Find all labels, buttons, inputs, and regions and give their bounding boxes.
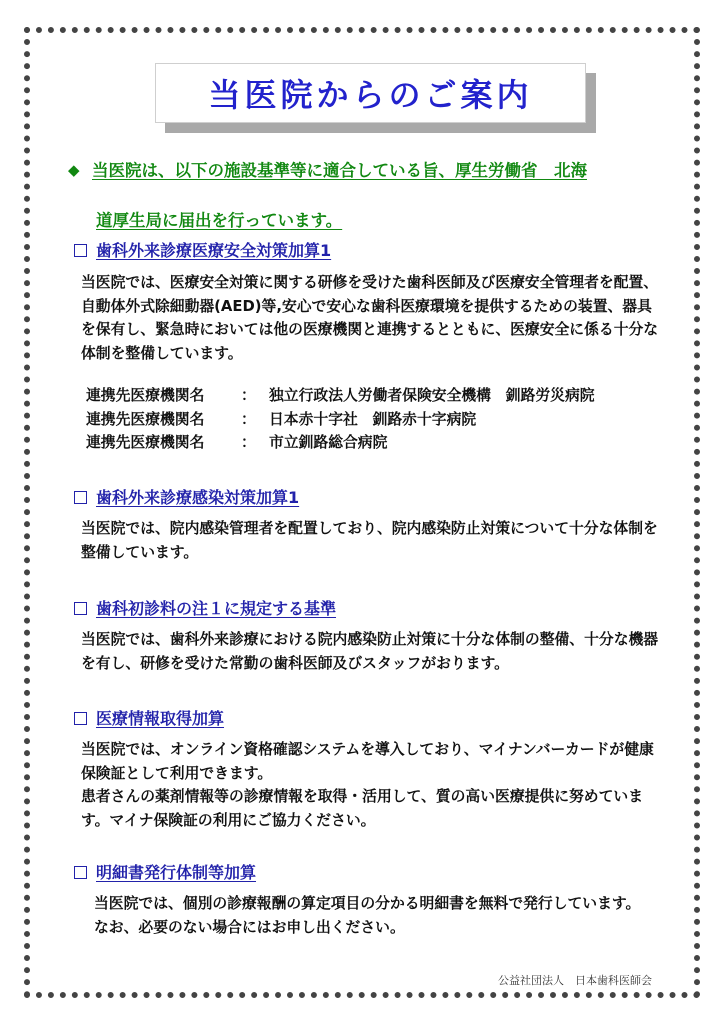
section-heading-safety	[74, 238, 331, 261]
notice-line-1-text: 当医院は、以下の施設基準等に適合している旨、厚生労働省 北海	[92, 161, 587, 180]
section-paragraph: 当医院では、医療安全対策に関する研修を受けた歯科医師及び医療安全管理者を配置、自動体外式除細動器(AED)等,安心で安心な歯科医療環境を提供するための装置、器具を保有し、緊急時においては他の医療機関と連携するとともに、医療安全に係る十分な体制を整備しています。	[81, 274, 659, 362]
contact-label: 連携先医療機関名	[86, 434, 205, 451]
contact-row	[86, 431, 666, 455]
contact-colon: ：	[241, 434, 256, 451]
section-body-receipt	[94, 892, 662, 939]
checkbox-square-icon	[74, 491, 87, 504]
contact-colon: ：	[241, 410, 256, 428]
section-paragraph: 当医院では、院内感染管理者を配置しており、院内感染防止対策について十分な体制を整備しています。	[81, 520, 658, 561]
section-heading-text: 歯科外来診療医療安全対策加算1	[96, 241, 332, 260]
contact-value: 日本赤十字社 釧路赤十字病院	[269, 410, 477, 428]
contact-label: 連携先医療機関名	[86, 387, 205, 404]
section-heading-text: 明細書発行体制等加算	[96, 863, 257, 882]
section-heading-text: 医療情報取得加算	[96, 709, 225, 728]
section-paragraph: 当医院では、個別の診療報酬の算定項目の分かる明細書を無料で発行しています。	[94, 895, 641, 912]
checkbox-square-icon	[74, 602, 87, 615]
page-title: 当医院からのご案内	[208, 76, 533, 114]
diamond-icon: ◆	[68, 161, 80, 179]
contact-colon: ：	[241, 387, 256, 404]
section-heading-text: 歯科外来診療感染対策加算1	[96, 488, 300, 507]
section-heading-text: 歯科初診料の注１に規定する基準	[96, 599, 337, 618]
notice-statement	[68, 145, 668, 246]
notice-line-1	[68, 145, 668, 196]
section-body-infection	[81, 517, 661, 564]
notice-line-2: 道厚生局に届出を行っています。	[96, 211, 343, 230]
section-paragraph: 当医院では、オンライン資格確認システムを導入しており、マイナンバーカードが健康保険証として利用できます。	[81, 741, 654, 782]
footer-organization: 公益社団法人 日本歯科医師会	[498, 974, 652, 987]
section-heading-medical-info	[74, 706, 224, 729]
checkbox-square-icon	[74, 244, 87, 257]
section-heading-infection	[74, 485, 299, 508]
section-body-safety	[81, 271, 661, 365]
section-paragraph: 患者さんの薬剤情報等の診療情報を取得・活用して、質の高い医療提供に努めています。マイナ保険証の利用にご協力ください。	[81, 788, 643, 829]
section-heading-first-visit	[74, 596, 336, 619]
section-body-medical-info	[81, 738, 661, 832]
contact-row	[86, 384, 666, 408]
section-body-first-visit	[81, 628, 661, 675]
section-paragraph: なお、必要のない場合にはお申し出ください。	[94, 918, 405, 936]
checkbox-square-icon	[74, 712, 87, 725]
contact-row	[86, 408, 666, 432]
section-paragraph: 当医院では、歯科外来診療における院内感染防止対策に十分な体制の整備、十分な機器を有し、研修を受けた常勤の歯科医師及びスタッフがおります。	[81, 631, 659, 672]
title-box	[155, 63, 586, 123]
contact-list	[86, 384, 666, 455]
contact-label: 連携先医療機関名	[86, 410, 205, 428]
contact-value: 市立釧路総合病院	[269, 434, 388, 451]
checkbox-square-icon	[74, 866, 87, 879]
contact-value: 独立行政法人労働者保険安全機構 釧路労災病院	[269, 387, 595, 404]
section-heading-receipt	[74, 860, 256, 883]
title-banner	[155, 63, 586, 123]
